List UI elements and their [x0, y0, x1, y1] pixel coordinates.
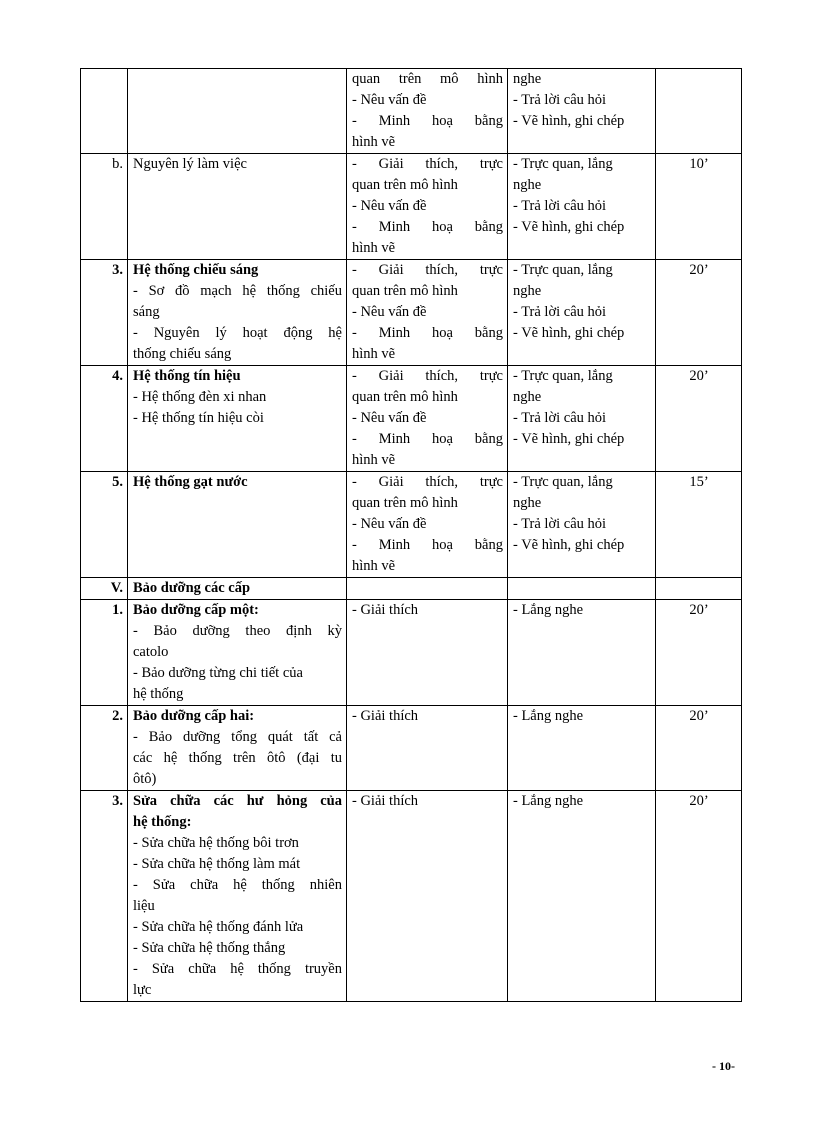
activity-cell [508, 706, 656, 791]
activity-line: - Vẽ hình, ghi chép [513, 325, 625, 341]
method-line: - Nêu vấn đề [352, 410, 427, 426]
activity-cell [508, 154, 656, 260]
time-cell: 20’ [656, 600, 742, 706]
method-line: quan trên mô hình [352, 177, 458, 193]
content-line: catolo [133, 644, 169, 660]
method-line: - Giải thích, trực [352, 474, 503, 490]
table-row [81, 600, 742, 706]
activity-line: - Trực quan, lắng [513, 156, 613, 172]
method-line: quan trên mô hình [352, 495, 458, 511]
content-line: - Sửa chữa hệ thống làm mát [133, 856, 301, 872]
time-cell: 20’ [656, 366, 742, 472]
method-line: quan trên mô hình [352, 389, 458, 405]
content-line: ôtô) [133, 771, 157, 787]
content-cell [128, 706, 347, 791]
content-line: sáng [133, 304, 160, 320]
time-cell: 15’ [656, 472, 742, 578]
method-line: - Minh hoạ bằng [352, 113, 503, 129]
content-cell [128, 472, 347, 578]
content-cell [128, 791, 347, 1002]
row-number: 1. [81, 600, 128, 706]
activity-line: - Trả lời câu hỏi [513, 92, 607, 108]
content-line: - Sơ đồ mạch hệ thống chiếu [133, 283, 342, 299]
content-cell [128, 154, 347, 260]
section-title: Sửa chữa các hư hỏng của [133, 793, 342, 809]
activity-line: nghe [513, 495, 542, 511]
method-line: - Minh hoạ bằng [352, 325, 503, 341]
method-line: - Minh hoạ bằng [352, 431, 503, 447]
row-number [81, 69, 128, 154]
activity-line: - Trả lời câu hỏi [513, 410, 607, 426]
activity-line: - Lắng nghe [513, 602, 584, 618]
method-line: - Nêu vấn đề [352, 92, 427, 108]
activity-line: nghe [513, 71, 542, 87]
activity-line: - Lắng nghe [513, 793, 584, 809]
time-cell: 20’ [656, 260, 742, 366]
activity-line: nghe [513, 283, 542, 299]
content-cell [128, 69, 347, 154]
section-title: Hệ thống tín hiệu [133, 368, 241, 384]
time-cell [656, 69, 742, 154]
activity-line: - Vẽ hình, ghi chép [513, 431, 625, 447]
row-number: 2. [81, 706, 128, 791]
content-line: - Sửa chữa hệ thống nhiên [133, 877, 342, 893]
section-title-continued: hệ thống: [133, 814, 192, 830]
method-line: - Giải thích, trực [352, 262, 503, 278]
method-cell [347, 791, 508, 1002]
content-line: lực [133, 982, 152, 998]
table-row [81, 69, 742, 154]
activity-line: nghe [513, 177, 542, 193]
content-line: - Bảo dưỡng theo định kỳ [133, 623, 342, 639]
method-line: - Giải thích [352, 793, 419, 809]
activity-line: - Vẽ hình, ghi chép [513, 219, 625, 235]
activity-cell [508, 600, 656, 706]
time-cell: 10’ [656, 154, 742, 260]
method-line: hình vẽ [352, 346, 396, 362]
table-row [81, 791, 742, 1002]
activity-line: - Trả lời câu hỏi [513, 304, 607, 320]
content-line: thống chiếu sáng [133, 346, 232, 362]
method-cell [347, 472, 508, 578]
activity-cell [508, 69, 656, 154]
method-cell [347, 154, 508, 260]
content-line: các hệ thống trên ôtô (đại tu [133, 750, 342, 766]
method-cell [347, 260, 508, 366]
section-title: Bảo dưỡng cấp một: [133, 602, 259, 618]
content-line: - Hệ thống tín hiệu còi [133, 410, 264, 426]
section-title: Bảo dưỡng cấp hai: [133, 708, 255, 724]
activity-line: - Trực quan, lắng [513, 474, 613, 490]
table-row [81, 154, 742, 260]
content-line: - Sửa chữa hệ thống thắng [133, 940, 286, 956]
method-cell [347, 600, 508, 706]
activity-line: - Lắng nghe [513, 708, 584, 724]
method-line: hình vẽ [352, 452, 396, 468]
method-line: - Giải thích [352, 602, 419, 618]
section-title: Hệ thống chiếu sáng [133, 262, 259, 278]
row-number: b. [81, 154, 128, 260]
method-line: - Nêu vấn đề [352, 304, 427, 320]
table-row [81, 366, 742, 472]
content-line: Nguyên lý làm việc [133, 156, 247, 172]
method-line: hình vẽ [352, 134, 396, 150]
section-title: Hệ thống gạt nước [133, 474, 248, 490]
table-row [81, 472, 742, 578]
method-line: - Nêu vấn đề [352, 516, 427, 532]
activity-line: - Trực quan, lắng [513, 262, 613, 278]
lesson-plan-table [80, 68, 742, 1002]
time-cell: 20’ [656, 706, 742, 791]
activity-cell [508, 260, 656, 366]
content-cell [128, 600, 347, 706]
content-line: - Sửa chữa hệ thống bôi trơn [133, 835, 299, 851]
activity-cell [508, 366, 656, 472]
activity-line: - Trả lời câu hỏi [513, 516, 607, 532]
method-line: - Nêu vấn đề [352, 198, 427, 214]
activity-line: - Vẽ hình, ghi chép [513, 113, 625, 129]
row-number: 4. [81, 366, 128, 472]
method-line: - Giải thích, trực [352, 156, 503, 172]
activity-line: - Vẽ hình, ghi chép [513, 537, 625, 553]
row-number: 5. [81, 472, 128, 578]
method-line: - Giải thích [352, 708, 419, 724]
method-line: - Giải thích, trực [352, 368, 503, 384]
method-cell [347, 706, 508, 791]
content-cell [128, 366, 347, 472]
content-line: - Sửa chữa hệ thống truyền [133, 961, 342, 977]
method-line: hình vẽ [352, 558, 396, 574]
time-cell [656, 578, 742, 600]
content-cell [128, 260, 347, 366]
row-number: V. [81, 578, 128, 600]
method-line: quan trên mô hình [352, 283, 458, 299]
method-cell [347, 578, 508, 600]
method-cell [347, 69, 508, 154]
page-number: - 10- [712, 1059, 735, 1073]
content-line: liệu [133, 898, 155, 914]
method-cell [347, 366, 508, 472]
content-line: - Hệ thống đèn xi nhan [133, 389, 267, 405]
content-cell [128, 578, 347, 600]
row-number: 3. [81, 791, 128, 1002]
activity-line: - Trả lời câu hỏi [513, 198, 607, 214]
activity-cell [508, 791, 656, 1002]
content-line: - Bảo dưỡng tổng quát tất cả [133, 729, 342, 745]
method-line: quan trên mô hình [352, 71, 503, 87]
content-line: - Bảo dưỡng từng chi tiết của [133, 665, 303, 681]
activity-line: nghe [513, 389, 542, 405]
table-row [81, 578, 742, 600]
row-number: 3. [81, 260, 128, 366]
content-line: - Sửa chữa hệ thống đánh lửa [133, 919, 304, 935]
content-line: - Nguyên lý hoạt động hệ [133, 325, 342, 341]
activity-cell [508, 578, 656, 600]
section-title: Bảo dưỡng các cấp [133, 580, 251, 596]
method-line: - Minh hoạ bằng [352, 537, 503, 553]
time-cell: 20’ [656, 791, 742, 1002]
activity-line: - Trực quan, lắng [513, 368, 613, 384]
activity-cell [508, 472, 656, 578]
content-line: hệ thống [133, 686, 184, 702]
method-line: hình vẽ [352, 240, 396, 256]
method-line: - Minh hoạ bằng [352, 219, 503, 235]
table-row [81, 706, 742, 791]
table-row [81, 260, 742, 366]
